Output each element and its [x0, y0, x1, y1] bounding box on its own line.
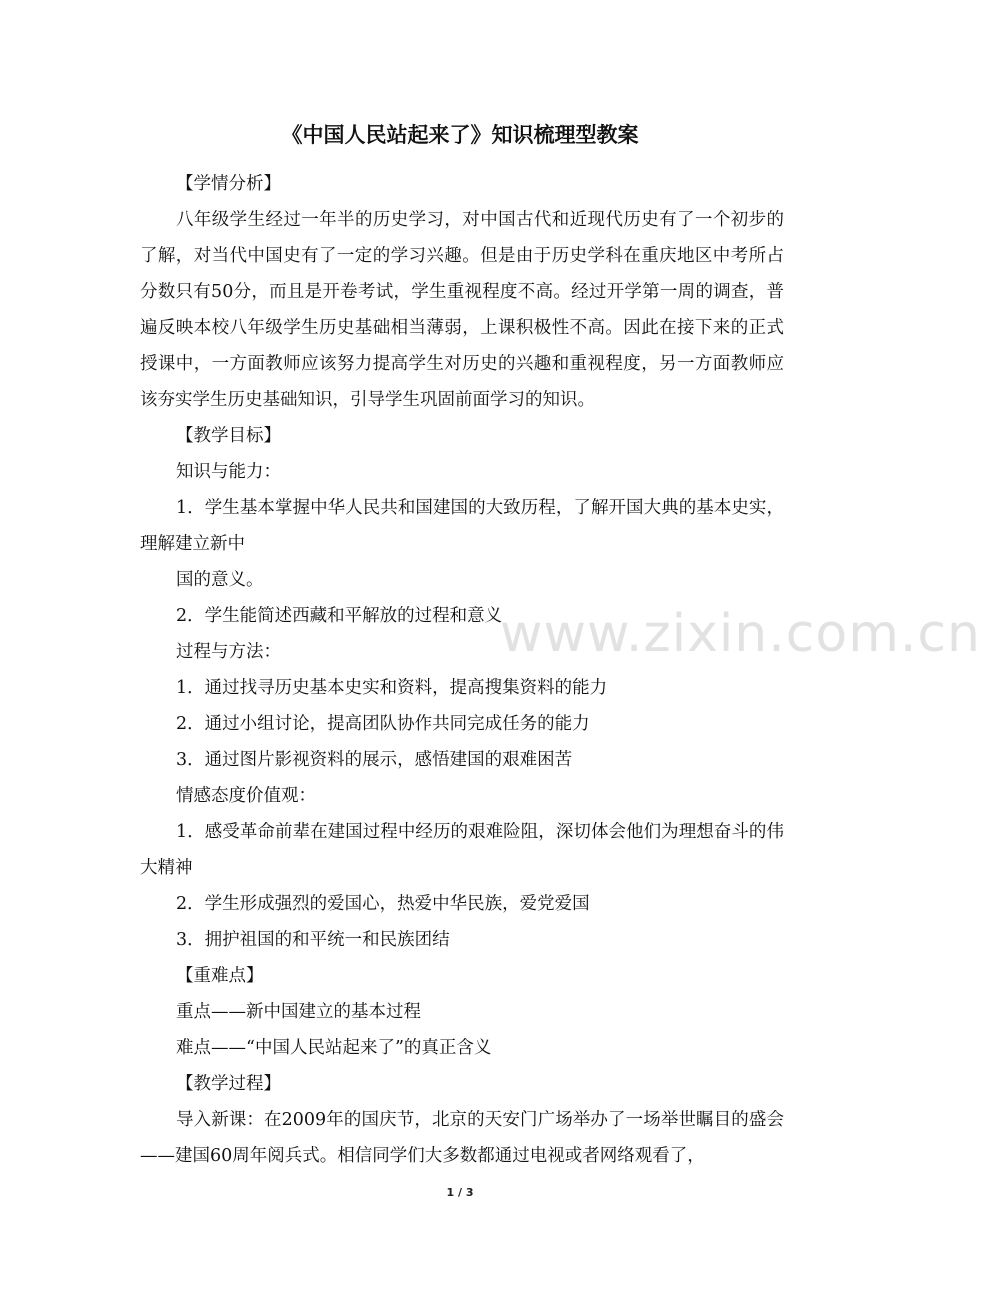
method-item-2: 2．通过小组讨论，提高团队协作共同完成任务的能力 [176, 714, 590, 734]
knowledge-item-1-cont: 国的意义。 [176, 570, 264, 590]
emotion-item-2: 2．学生形成强烈的爱国心，热爱中华民族，爱党爱国 [176, 894, 590, 914]
knowledge-label: 知识与能力： [176, 462, 281, 482]
page-number: 1 / 3 [446, 1186, 474, 1199]
knowledge-item-1: 1．学生基本掌握中华人民共和国建国的大致历程，了解开国大典的基本史实，理解建立新中 [140, 498, 784, 554]
section-heading-key-points: 【重难点】 [176, 966, 264, 986]
process-intro: 导入新课：在2009年的国庆节，北京的天安门广场举办了一场举世瞩目的盛会——建国60周年阅兵式。相信同学们大多数都通过电视或者网络观看了， [140, 1110, 784, 1166]
watermark: www.zixin.com.cn [500, 604, 981, 664]
document-body [140, 166, 784, 1174]
difficult-point: 难点——“中国人民站起来了”的真正含义 [176, 1038, 492, 1058]
section-heading-process: 【教学过程】 [176, 1074, 281, 1094]
document-title: 《中国人民站起来了》知识梳理型教案 [281, 123, 639, 147]
section-heading-analysis: 【学情分析】 [176, 174, 281, 194]
emotion-item-1: 1．感受革命前辈在建国过程中经历的艰难险阻，深切体会他们为理想奋斗的伟大精神 [140, 822, 784, 878]
emotion-label: 情感态度价值观： [176, 786, 316, 806]
knowledge-item-2: 2．学生能简述西藏和平解放的过程和意义 [176, 606, 503, 626]
method-item-1: 1．通过找寻历史基本史实和资料，提高搜集资料的能力 [176, 678, 608, 698]
analysis-paragraph: 八年级学生经过一年半的历史学习，对中国古代和近现代历史有了一个初步的了解，对当代中国史有了一定的学习兴趣。但是由于历史学科在重庆地区中考所占分数只有50分，而且是开卷考试，学生重视程度不高。经过开学第一周的调查，普遍反映本校八年级学生历史基础相当薄弱，上课积极性不高。因此在接下来的正式授课中，一方面教师应该努力提高学生对历史的兴趣和重视程度，另一方面教师应该夯实学生历史基础知识，引导学生巩固前面学习的知识。 [140, 210, 784, 410]
section-heading-goals: 【教学目标】 [176, 426, 281, 446]
key-point: 重点——新中国建立的基本过程 [176, 1002, 421, 1022]
method-item-3: 3．通过图片影视资料的展示，感悟建国的艰难困苦 [176, 750, 573, 770]
emotion-item-3: 3．拥护祖国的和平统一和民族团结 [176, 930, 450, 950]
method-label: 过程与方法： [176, 642, 281, 662]
